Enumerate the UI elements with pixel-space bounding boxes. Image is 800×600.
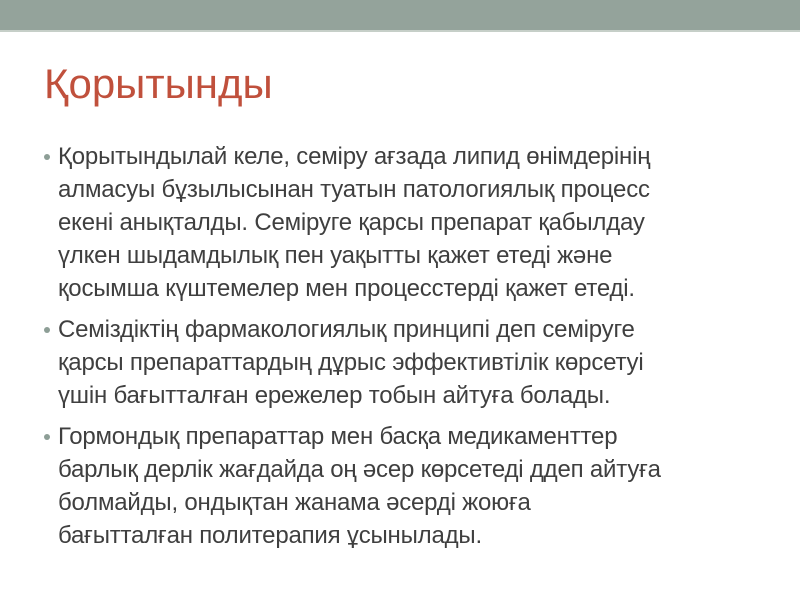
bullet-line: болмайды, ондықтан жанама әсерді жоюға bbox=[58, 489, 531, 516]
bullet-dot-icon bbox=[44, 154, 50, 160]
bullet-line: қосымша күштемелер мен процесстерді қажет етеді. bbox=[58, 275, 635, 302]
bullet-line: Қорытындылай келе, семіру ағзада липид өнімдерінің bbox=[58, 143, 651, 170]
bullet-line: Гормондық препараттар мен басқа медикаменттер bbox=[58, 423, 618, 450]
slide-title: Қорытынды bbox=[44, 60, 273, 107]
bullet-list bbox=[44, 140, 764, 560]
bullet-text bbox=[58, 420, 661, 552]
bullet-line: барлық дерлік жағдайда оң әсер көрсетеді ддеп айтуға bbox=[58, 456, 661, 483]
bullet-line: үлкен шыдамдылық пен уақытты қажет етеді және bbox=[58, 242, 613, 269]
bullet-item bbox=[44, 313, 764, 412]
bullet-dot-icon bbox=[44, 434, 50, 440]
bullet-line: Семіздіктің фармакологиялық принципі деп семіруге bbox=[58, 316, 635, 343]
bullet-line: алмасуы бұзылысынан туатын патологиялық процесс bbox=[58, 176, 650, 203]
bullet-item bbox=[44, 140, 764, 305]
header-band bbox=[0, 0, 800, 32]
bullet-text bbox=[58, 140, 650, 305]
bullet-text bbox=[58, 313, 643, 412]
bullet-line: бағытталған политерапия ұсынылады. bbox=[58, 522, 482, 549]
bullet-line: екені анықталды. Семіруге қарсы препарат қабылдау bbox=[58, 209, 645, 236]
bullet-dot-icon bbox=[44, 327, 50, 333]
bullet-line: қарсы препараттардың дұрыс эффективтілік көрсетуі bbox=[58, 349, 644, 376]
bullet-item bbox=[44, 420, 764, 552]
bullet-line: үшін бағытталған ережелер тобын айтуға болады. bbox=[58, 382, 611, 409]
